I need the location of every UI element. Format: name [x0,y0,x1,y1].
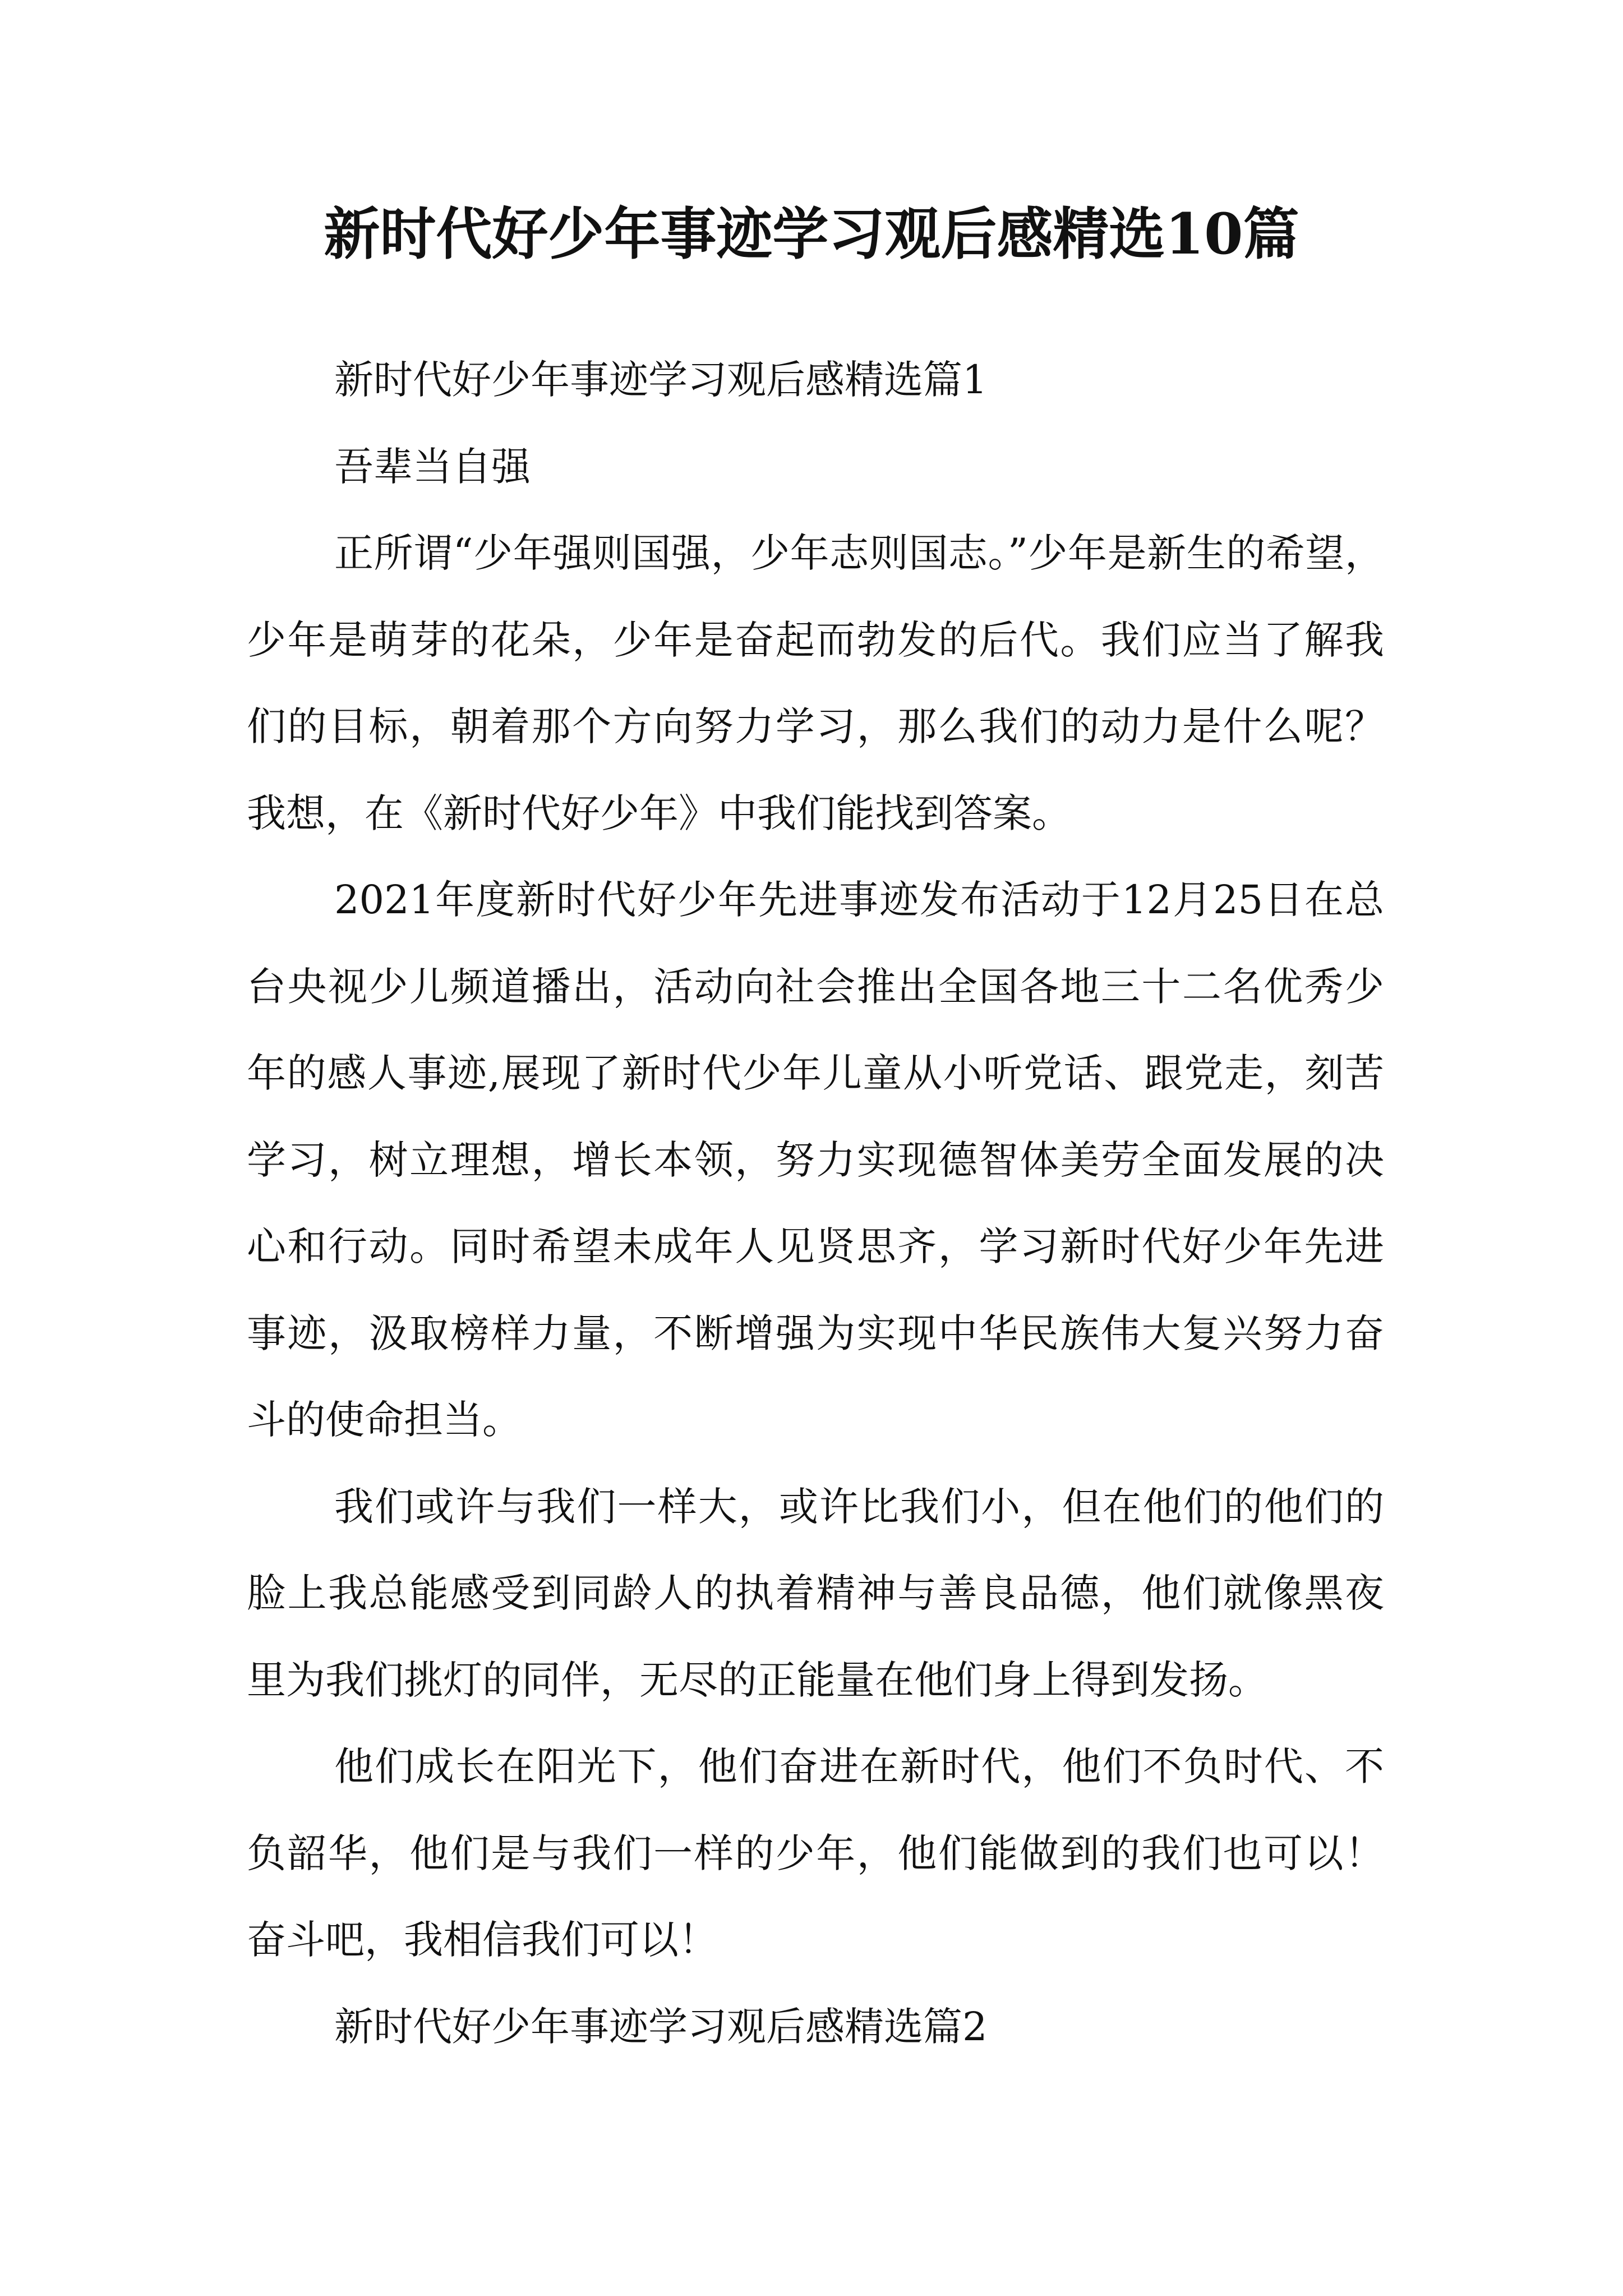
body-paragraph: 2021年度新时代好少年先进事迹发布活动于12月25日在总台央视少儿频道播出，活动向社会推出全国各地三十二名优秀少年的感人事迹,展现了新时代少年儿童从小听党话、跟党走，刻苦学习，树立理想，增长本领，努力实现德智体美劳全面发展的决心和行动。同时希望未成年人见贤思齐，学习新时代好少年先进事迹，汲取榜样力量，不断增强为实现中华民族伟大复兴努力奋斗的使命担当。 [247,877,1384,1443]
body-paragraph: 正所谓“少年强则国强，少年志则国志。”少年是新生的希望，少年是萌芽的花朵，少年是奋起而勃发的后代。我们应当了解我们的目标，朝着那个方向努力学习，那么我们的动力是什么呢？我想，在《新时代好少年》中我们能找到答案。 [247,530,1384,836]
document-body [247,337,1384,2070]
document-title: 新时代好少年事迹学习观后感精选10篇 [324,201,1299,267]
body-paragraph: 我们或许与我们一样大，或许比我们小，但在他们的他们的脸上我总能感受到同龄人的执着精神与善良品德，他们就像黑夜里为我们挑灯的同伴，无尽的正能量在他们身上得到发扬。 [247,1483,1384,1703]
essay-title: 吾辈当自强 [334,443,531,490]
body-paragraph: 他们成长在阳光下，他们奋进在新时代，他们不负时代、不负韶华，他们是与我们一样的少年，他们能做到的我们也可以！奋斗吧，我相信我们可以！ [247,1743,1384,1963]
section-heading-2: 新时代好少年事迹学习观后感精选篇2 [334,2003,988,2050]
section-heading-1: 新时代好少年事迹学习观后感精选篇1 [334,357,988,403]
